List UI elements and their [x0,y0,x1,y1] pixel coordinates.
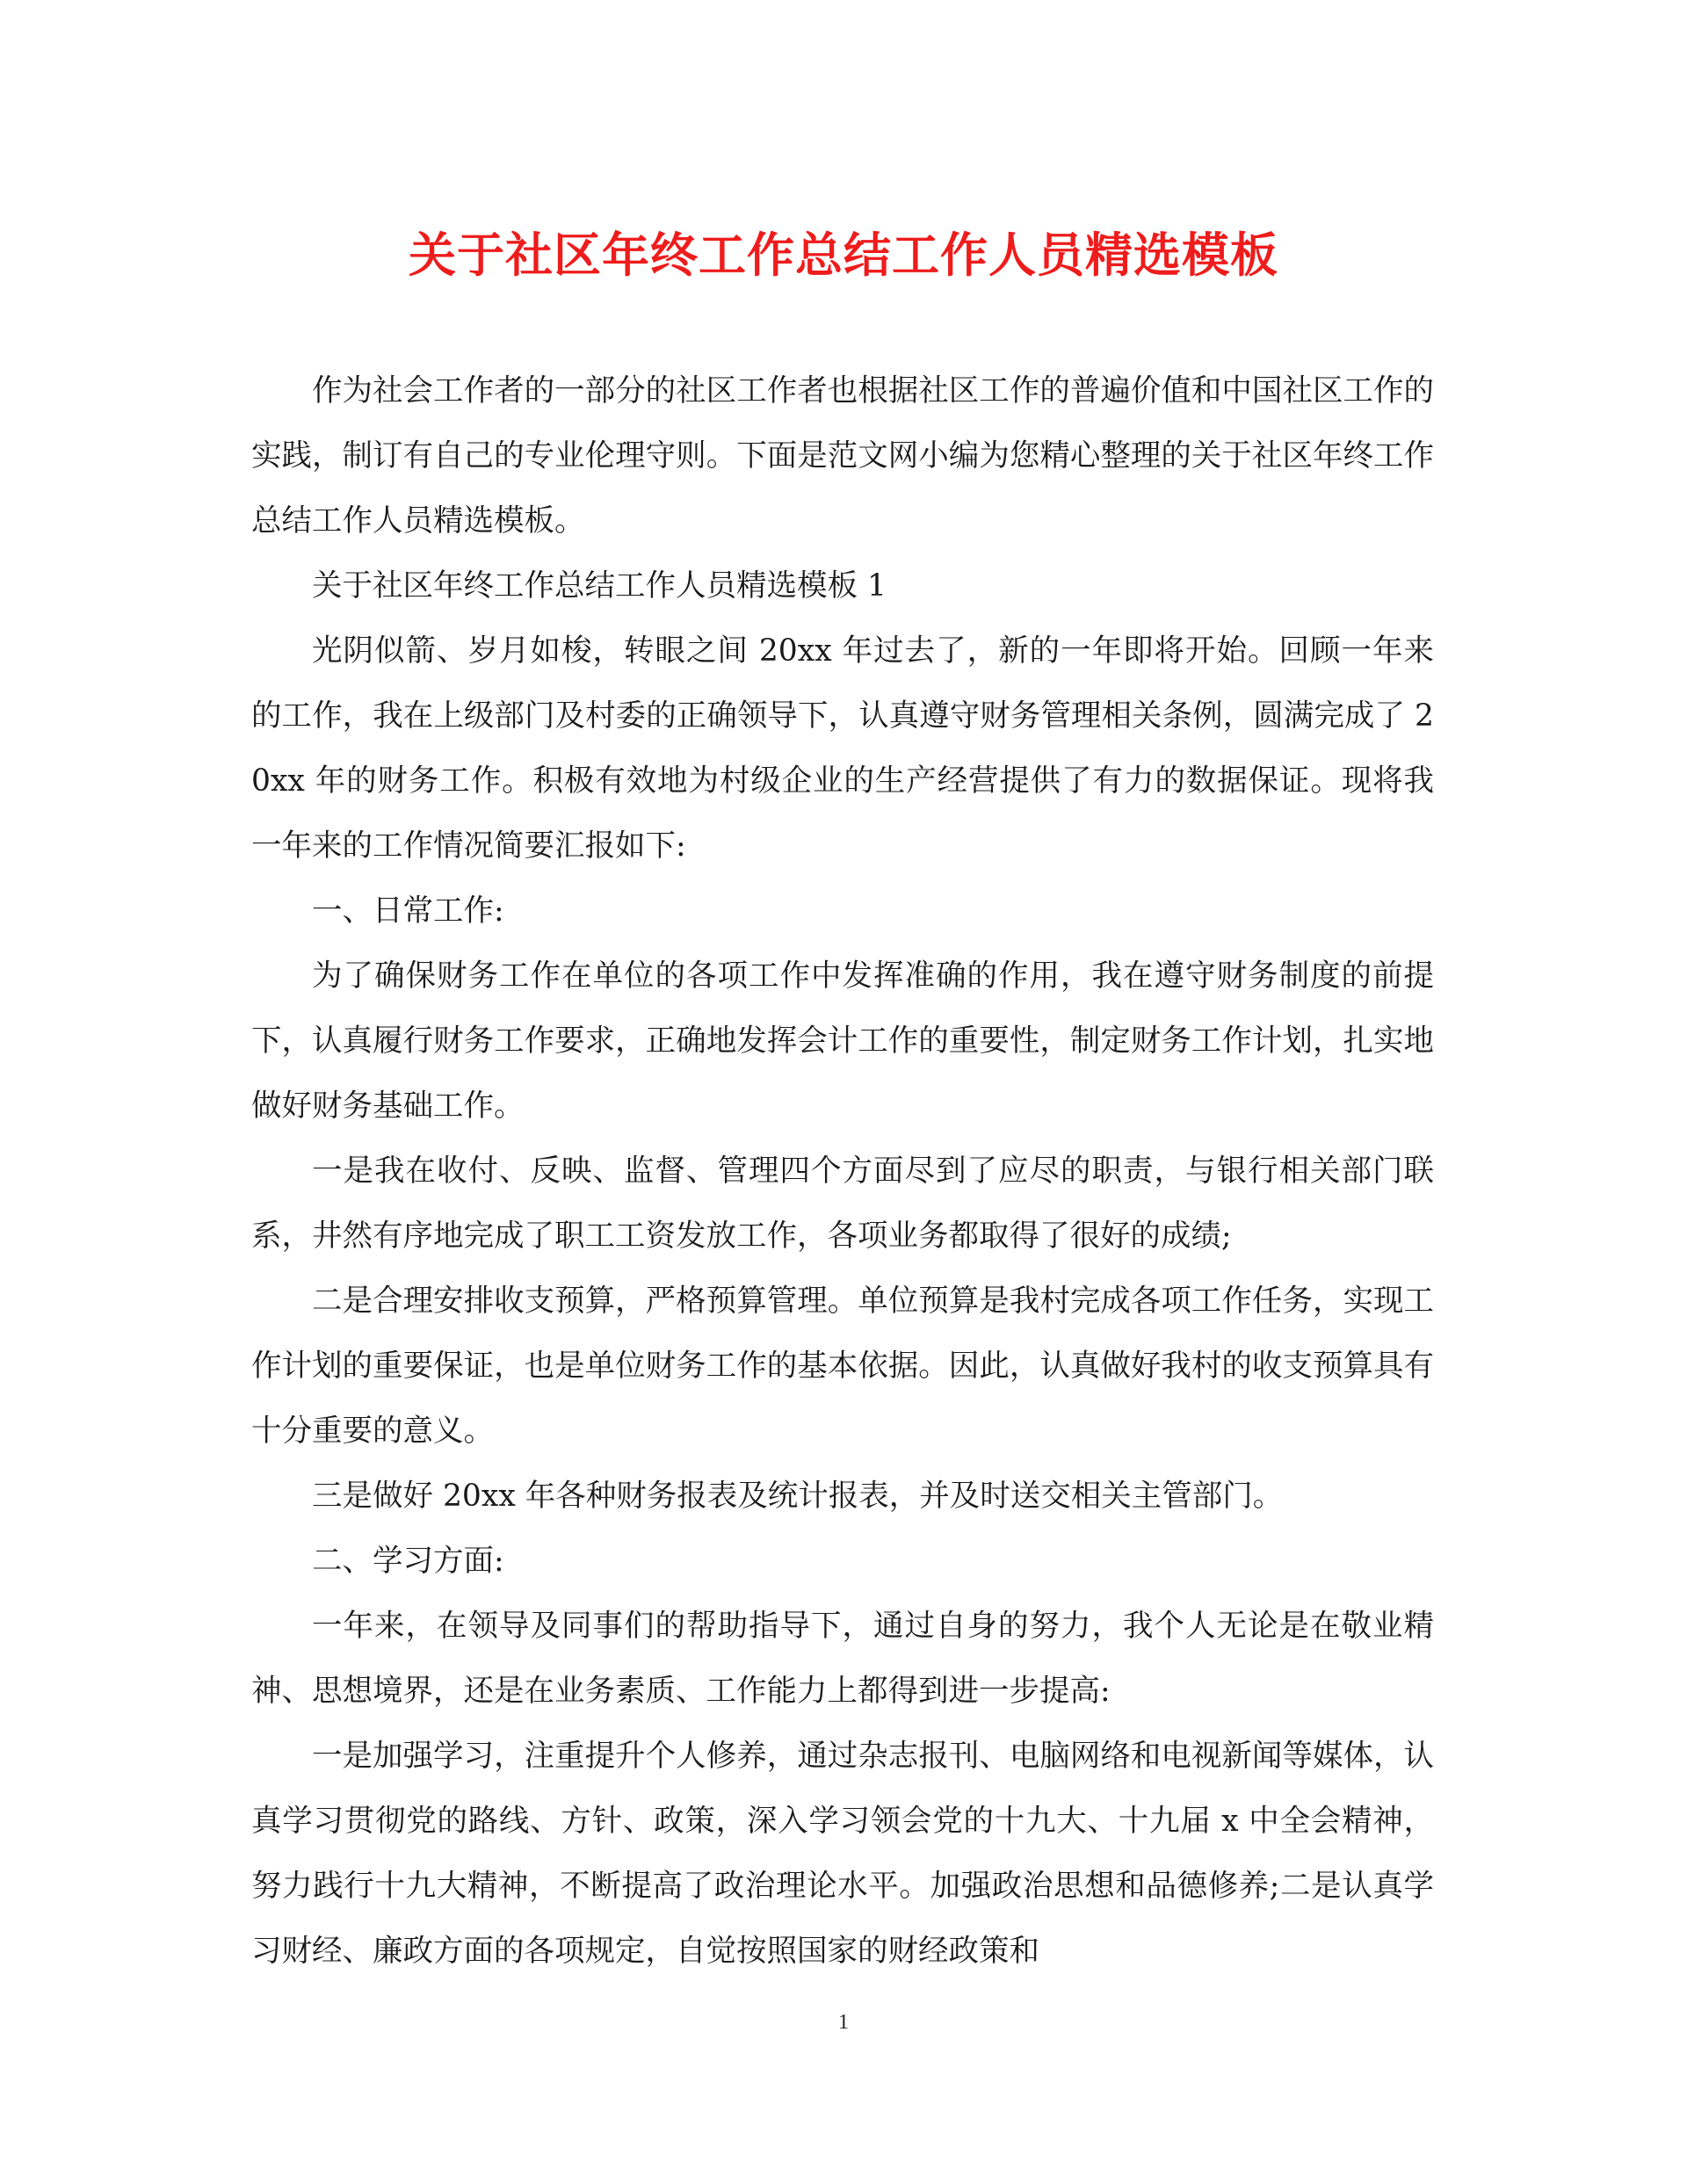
paragraph-point-two: 二是合理安排收支预算，严格预算管理。单位预算是我村完成各项工作任务，实现工作计划的重要保证，也是单位财务工作的基本依据。因此，认真做好我村的收支预算具有十分重要的意义。 [251,1284,1434,1449]
paragraph-study-point-one: 一是加强学习，注重提升个人修养，通过杂志报刊、电脑网络和电视新闻等媒体，认真学习贯彻党的路线、方针、政策，深入学习领会党的十九大、十九届 x 中全会精神，努力践行十九大精神，不断提高了政治理论水平。加强政治思想和品德修养;二是认真学习财经、廉政方面的各项规定，自觉按照国家的财经政策和 [251,1739,1434,1969]
paragraph-point-one: 一是我在收付、反映、监督、管理四个方面尽到了应尽的职责，与银行相关部门联系，井然有序地完成了职工工资发放工作，各项业务都取得了很好的成绩; [251,1153,1434,1254]
paragraph-review: 光阴似箭、岁月如梭，转眼之间 20xx 年过去了，新的一年即将开始。回顾一年来的工作，我在上级部门及村委的正确领导下，认真遵守财务管理相关条例，圆满完成了 20xx 年的财务工作。积极有效地为村级企业的生产经营提供了有力的数据保证。现将我一年来的工作情况简要汇报如下: [251,633,1434,864]
section-heading-study: 二、学习方面: [312,1544,504,1579]
document-body [251,358,1434,1984]
page-number: 1 [838,2011,849,2034]
paragraph-point-three: 三是做好 20xx 年各种财务报表及统计报表，并及时送交相关主管部门。 [312,1479,1284,1514]
paragraph-subtitle: 关于社区年终工作总结工作人员精选模板 1 [312,568,887,604]
document-title: 关于社区年终工作总结工作人员精选模板 [409,227,1278,283]
paragraph-study: 一年来，在领导及同事们的帮助指导下，通过自身的努力，我个人无论是在敬业精神、思想境界，还是在业务素质、工作能力上都得到进一步提高: [251,1609,1434,1709]
section-heading-daily-work: 一、日常工作: [312,893,504,929]
paragraph-daily-work: 为了确保财务工作在单位的各项工作中发挥准确的作用，我在遵守财务制度的前提下，认真履行财务工作要求，正确地发挥会计工作的重要性，制定财务工作计划，扎实地做好财务基础工作。 [251,958,1434,1124]
paragraph-intro: 作为社会工作者的一部分的社区工作者也根据社区工作的普遍价值和中国社区工作的实践，制订有自己的专业伦理守则。下面是范文网小编为您精心整理的关于社区年终工作总结工作人员精选模板。 [251,373,1434,539]
